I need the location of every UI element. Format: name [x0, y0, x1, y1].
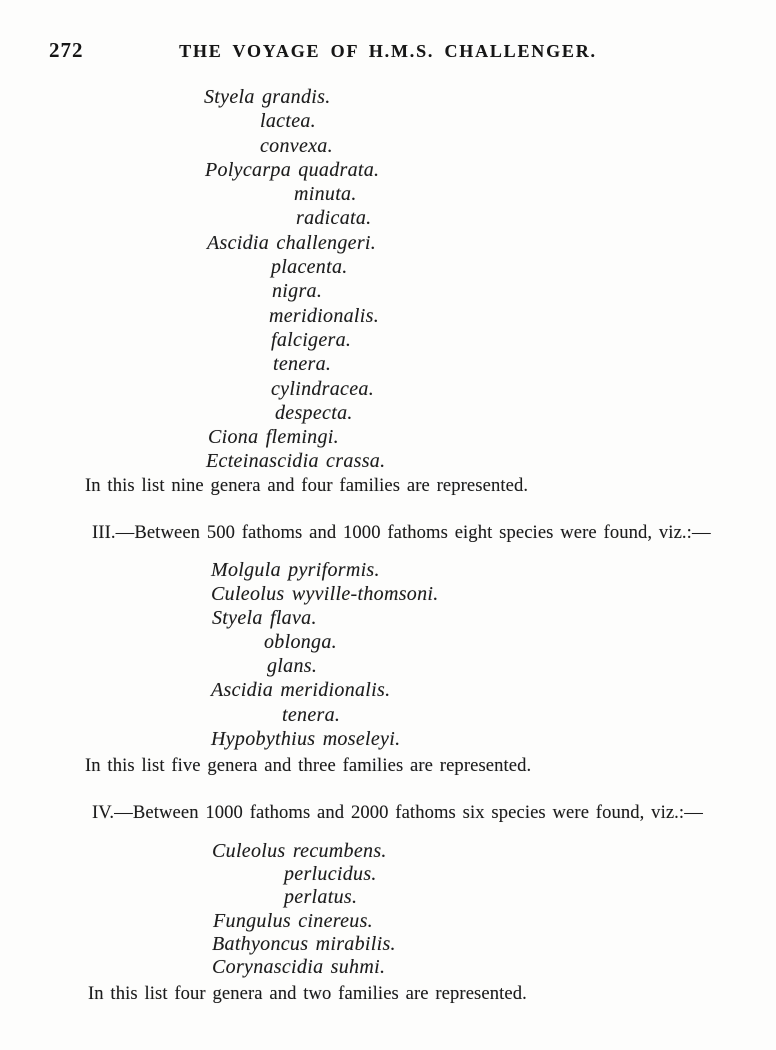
- species-item: convexa.: [260, 134, 333, 157]
- species-item: Bathyoncus mirabilis.: [212, 932, 396, 955]
- species-item: tenera.: [273, 353, 332, 376]
- species-list-section-2: [204, 85, 385, 474]
- species-item: placenta.: [271, 256, 348, 279]
- species-item: despecta.: [275, 401, 353, 424]
- summary-paragraph-section-4: In this list four genera and two families are represented.: [88, 983, 527, 1004]
- section-heading-iii: III.—Between 500 fathoms and 1000 fathoms eight species were found, viz.:—: [92, 522, 711, 543]
- species-list-section-3: [211, 558, 439, 751]
- species-item: Corynascidia suhmi.: [212, 956, 386, 979]
- species-item: Styela flava.: [212, 607, 317, 630]
- species-item: falcigera.: [271, 328, 352, 351]
- species-item: Fungulus cinereus.: [213, 909, 373, 932]
- species-item: Molgula pyriformis.: [211, 559, 380, 581]
- species-item: oblonga.: [264, 631, 337, 654]
- species-item: nigra.: [272, 280, 323, 303]
- species-list-section-4: [212, 840, 396, 979]
- species-item: radicata.: [296, 207, 372, 230]
- species-item: Polycarpa quadrata.: [205, 158, 380, 181]
- species-item: Hypobythius moseleyi.: [211, 727, 401, 750]
- species-item: perlucidus.: [284, 863, 377, 886]
- species-item: Culeolus wyville-thomsoni.: [211, 583, 439, 606]
- species-item: minuta.: [294, 183, 357, 206]
- summary-paragraph-section-2: In this list nine genera and four families are represented.: [85, 475, 529, 496]
- species-item: Culeolus recumbens.: [212, 840, 387, 862]
- species-item: lactea.: [260, 110, 316, 133]
- species-item: Ciona flemingi.: [208, 426, 339, 449]
- species-item: Ecteinascidia crassa.: [206, 450, 386, 473]
- species-item: Ascidia meridionalis.: [211, 679, 391, 702]
- species-item: Styela grandis.: [204, 86, 331, 108]
- summary-paragraph-section-3: In this list five genera and three families are represented.: [85, 755, 532, 776]
- species-item: tenera.: [282, 703, 341, 726]
- species-item: glans.: [267, 655, 318, 678]
- section-heading-iv: IV.—Between 1000 fathoms and 2000 fathoms six species were found, viz.:—: [92, 802, 703, 823]
- species-item: cylindracea.: [271, 377, 375, 400]
- species-item: Ascidia challengeri.: [207, 231, 377, 254]
- species-item: perlatus.: [284, 886, 358, 909]
- species-item: meridionalis.: [269, 304, 380, 327]
- running-title: THE VOYAGE OF H.M.S. CHALLENGER.: [179, 41, 597, 61]
- page-number: 272: [49, 38, 84, 62]
